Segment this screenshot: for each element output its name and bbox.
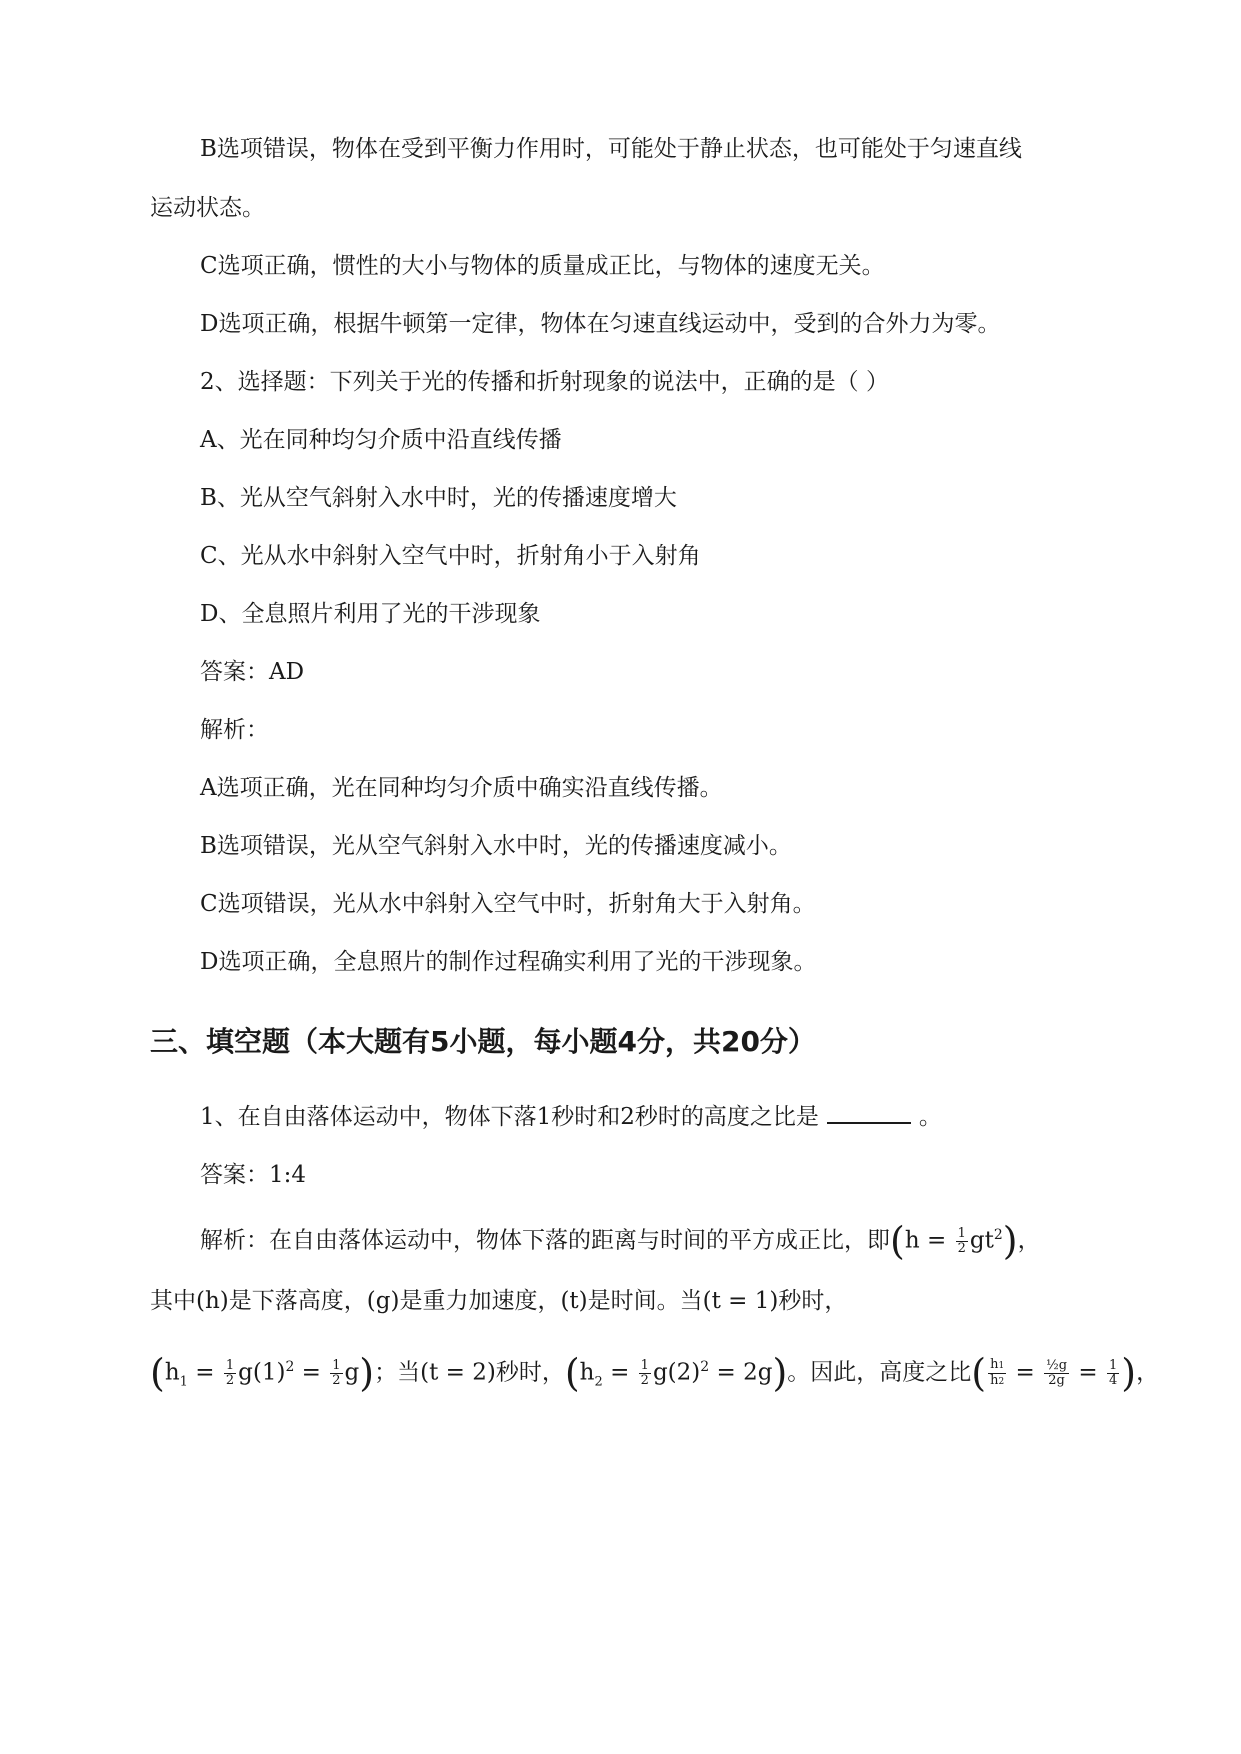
ratio-h: h bbox=[990, 1357, 999, 1373]
question-2-analysis-c: C选项错误，光从水中斜射入空气中时，折射角大于入射角。 bbox=[200, 891, 816, 917]
answer-blank bbox=[827, 1104, 911, 1124]
fraction-denominator: 2g bbox=[1048, 1373, 1065, 1389]
close-paren: ) bbox=[1002, 1218, 1018, 1263]
formula-equals: = bbox=[1078, 1359, 1098, 1386]
fraction-denominator: 2 bbox=[225, 1373, 235, 1389]
formula-g: g bbox=[344, 1359, 360, 1386]
fill-1-analysis-line-3 bbox=[150, 1352, 1159, 1397]
symbol-g: (g) bbox=[366, 1288, 400, 1314]
ratio-sub-1: 1 bbox=[998, 1361, 1005, 1372]
fill-1-answer: 答案：1:4 bbox=[200, 1162, 307, 1188]
fraction-numerator: 1 bbox=[640, 1358, 649, 1374]
text-gravity: 是重力加速度， bbox=[399, 1288, 561, 1314]
formula-g-of-1: g(1) bbox=[238, 1359, 286, 1386]
formula-t: t bbox=[984, 1227, 994, 1254]
formula-square: 2 bbox=[285, 1359, 295, 1375]
fraction-numerator bbox=[988, 1358, 1006, 1374]
paragraph-d-option-analysis: D选项正确，根据牛顿第一定律，物体在匀速直线运动中，受到的合外力为零。 bbox=[200, 311, 1001, 337]
formula-h2: h bbox=[579, 1359, 595, 1386]
text-seconds: 秒时， bbox=[778, 1288, 848, 1314]
fill-1-analysis-line-1 bbox=[200, 1218, 1041, 1263]
subscript-2: 2 bbox=[594, 1374, 603, 1390]
fraction-denominator bbox=[988, 1374, 1006, 1389]
fill-1-stem-text: 1、在自由落体运动中，物体下落1秒时和2秒时的高度之比是 bbox=[200, 1104, 819, 1130]
open-paren: ( bbox=[150, 1350, 165, 1395]
fraction-numerator: 1 bbox=[1108, 1358, 1118, 1374]
paragraph-c-option-analysis: C选项正确，惯性的大小与物体的质量成正比，与物体的速度无关。 bbox=[200, 253, 885, 279]
formula-equals: = bbox=[195, 1359, 215, 1386]
ratio-sub-2: 2 bbox=[998, 1377, 1005, 1388]
fraction-half bbox=[956, 1227, 968, 1256]
subscript-1: 1 bbox=[179, 1374, 188, 1390]
line-end-comma: ， bbox=[1136, 1359, 1160, 1386]
symbol-t: (t) bbox=[560, 1288, 588, 1314]
close-paren: ) bbox=[772, 1350, 788, 1395]
fill-1-analysis-line-2 bbox=[150, 1286, 847, 1316]
formula-equals: = bbox=[301, 1359, 321, 1386]
paragraph-b-option-continuation: 运动状态。 bbox=[150, 195, 265, 221]
text-therefore-ratio: 。因此，高度之比 bbox=[787, 1359, 972, 1386]
fraction-denominator: 2 bbox=[640, 1373, 649, 1389]
formula-square: 2 bbox=[700, 1359, 710, 1375]
question-2-analysis-a: A选项正确，光在同种均匀介质中确实沿直线传播。 bbox=[200, 775, 723, 801]
fraction-half bbox=[224, 1359, 236, 1388]
question-2-option-a: A、光在同种均匀介质中沿直线传播 bbox=[200, 427, 562, 453]
question-2-option-b: B、光从空气斜射入水中时，光的传播速度增大 bbox=[200, 485, 677, 511]
text-qizhong: 其中 bbox=[150, 1288, 196, 1314]
open-paren: ( bbox=[564, 1350, 580, 1395]
fill-1-stem-end: 。 bbox=[918, 1104, 942, 1130]
symbol-h: (h) bbox=[196, 1288, 229, 1314]
formula-2g: 2g bbox=[743, 1359, 773, 1386]
question-2-analysis-label: 解析： bbox=[200, 717, 269, 743]
fill-1-stem bbox=[200, 1102, 942, 1132]
close-paren: ) bbox=[1121, 1350, 1137, 1395]
question-2-analysis-d: D选项正确，全息照片的制作过程确实利用了光的干涉现象。 bbox=[200, 949, 817, 975]
fraction-quarter bbox=[1107, 1359, 1119, 1388]
symbol-t-equals-2: (t = 2) bbox=[420, 1359, 496, 1386]
paragraph-b-option-analysis: B选项错误，物体在受到平衡力作用时，可能处于静止状态，也可能处于匀速直线 bbox=[200, 136, 1022, 162]
line-end-comma: ， bbox=[1017, 1227, 1041, 1254]
formula-h: h bbox=[904, 1227, 920, 1254]
question-2-answer: 答案：AD bbox=[200, 659, 305, 685]
formula-equals: = bbox=[716, 1359, 736, 1386]
analysis-intro-text: 解析：在自由落体运动中，物体下落的距离与时间的平方成正比，即 bbox=[200, 1227, 890, 1254]
section-3-heading: 三、填空题（本大题有5小题，每小题4分，共20分） bbox=[150, 1025, 816, 1058]
question-2-option-c: C、光从水中斜射入空气中时，折射角小于入射角 bbox=[200, 543, 701, 569]
fraction-half-g-over-2g bbox=[1044, 1359, 1069, 1388]
fraction-half bbox=[639, 1359, 651, 1388]
fraction-numerator: ½g bbox=[1046, 1358, 1068, 1374]
fraction-h1-over-h2 bbox=[988, 1358, 1006, 1389]
open-paren: ( bbox=[971, 1350, 987, 1395]
formula-g: g bbox=[969, 1227, 985, 1254]
formula-g-of-2: g(2) bbox=[652, 1359, 701, 1386]
question-2-analysis-b: B选项错误，光从空气斜射入水中时，光的传播速度减小。 bbox=[200, 833, 792, 859]
fraction-numerator: 1 bbox=[332, 1358, 341, 1374]
symbol-t-equals-1: (t = 1) bbox=[702, 1288, 779, 1314]
formula-square: 2 bbox=[993, 1227, 1003, 1243]
fraction-half bbox=[330, 1359, 342, 1388]
question-2-option-d: D、全息照片利用了光的干涉现象 bbox=[200, 601, 541, 627]
formula-h1: h bbox=[164, 1359, 180, 1386]
open-paren: ( bbox=[890, 1218, 905, 1263]
formula-equals: = bbox=[926, 1227, 947, 1254]
fraction-denominator: 2 bbox=[332, 1373, 341, 1389]
ratio-h: h bbox=[990, 1373, 999, 1389]
fraction-denominator: 4 bbox=[1108, 1373, 1118, 1389]
text-height: 是下落高度， bbox=[228, 1288, 367, 1314]
formula-equals: = bbox=[1015, 1359, 1035, 1386]
text-time: 是时间。当 bbox=[587, 1288, 703, 1314]
fraction-numerator: 1 bbox=[225, 1358, 235, 1374]
fraction-denominator: 2 bbox=[957, 1241, 966, 1257]
close-paren: ) bbox=[359, 1350, 375, 1395]
formula-equals: = bbox=[610, 1359, 630, 1386]
text-seconds: 秒时， bbox=[495, 1359, 565, 1386]
text-semicolon-when: ；当 bbox=[374, 1359, 421, 1386]
fraction-numerator: 1 bbox=[957, 1226, 966, 1242]
question-2-stem: 2、选择题：下列关于光的传播和折射现象的说法中，正确的是（ ） bbox=[200, 369, 889, 395]
